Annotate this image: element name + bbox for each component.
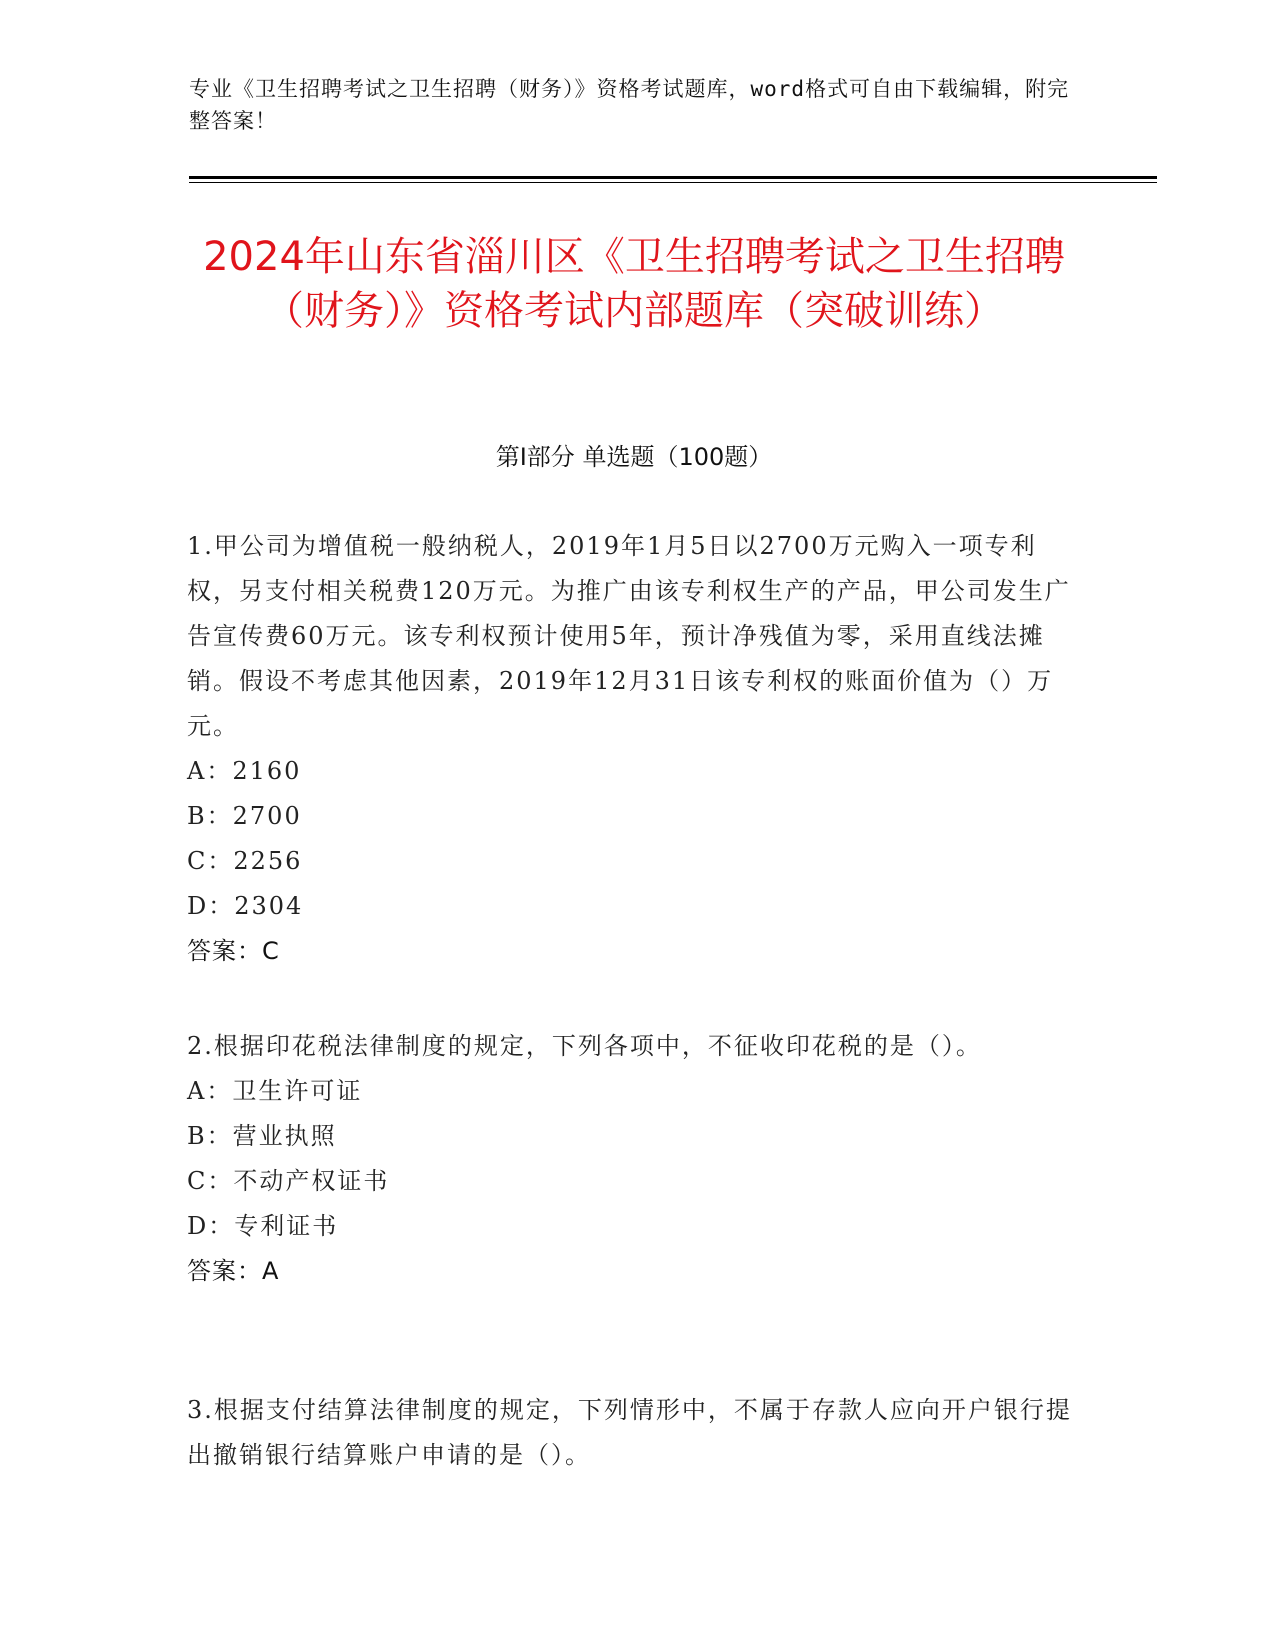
- question-2: [187, 1024, 1087, 1294]
- option-a: A：卫生许可证: [187, 1077, 363, 1105]
- option-c: C：2256: [187, 847, 303, 875]
- header-note: 专业《卫生招聘考试之卫生招聘（财务）》资格考试题库，word格式可自由下载编辑，附完整答案！: [189, 77, 1070, 133]
- answer: 答案：C: [187, 937, 280, 965]
- option-b: B：2700: [187, 802, 302, 830]
- option-b: B：营业执照: [187, 1122, 337, 1150]
- question-stem: 2.根据印花税法律制度的规定，下列各项中，不征收印花税的是（）。: [187, 1032, 982, 1060]
- question-1: [187, 524, 1087, 974]
- header-divider-thick: [189, 176, 1157, 179]
- option-d: D：2304: [187, 892, 304, 920]
- document-title: 2024年山东省淄川区《卫生招聘考试之卫生招聘（财务）》资格考试内部题库（突破训练）: [203, 234, 1065, 334]
- question-3: [187, 1388, 1087, 1478]
- question-stem: 1.甲公司为增值税一般纳税人，2019年1月5日以2700万元购入一项专利权，另支付相关税费120万元。为推广由该专利权生产的产品，甲公司发生广告宣传费60万元。该专利权预计使用5年，预计净残值为零，采用直线法摊销。假设不考虑其他因素，2019年12月31日该专利权的账面价值为（）万元。: [187, 532, 1071, 740]
- question-stem: 3.根据支付结算法律制度的规定，下列情形中，不属于存款人应向开户银行提出撤销银行结算账户申请的是（）。: [187, 1396, 1072, 1469]
- option-c: C：不动产权证书: [187, 1167, 390, 1195]
- header-divider-thin: [189, 182, 1157, 183]
- option-a: A：2160: [187, 757, 302, 785]
- answer: 答案：A: [187, 1257, 280, 1285]
- section-title: 第Ⅰ部分 单选题（100题）: [495, 443, 773, 471]
- option-d: D：专利证书: [187, 1212, 339, 1240]
